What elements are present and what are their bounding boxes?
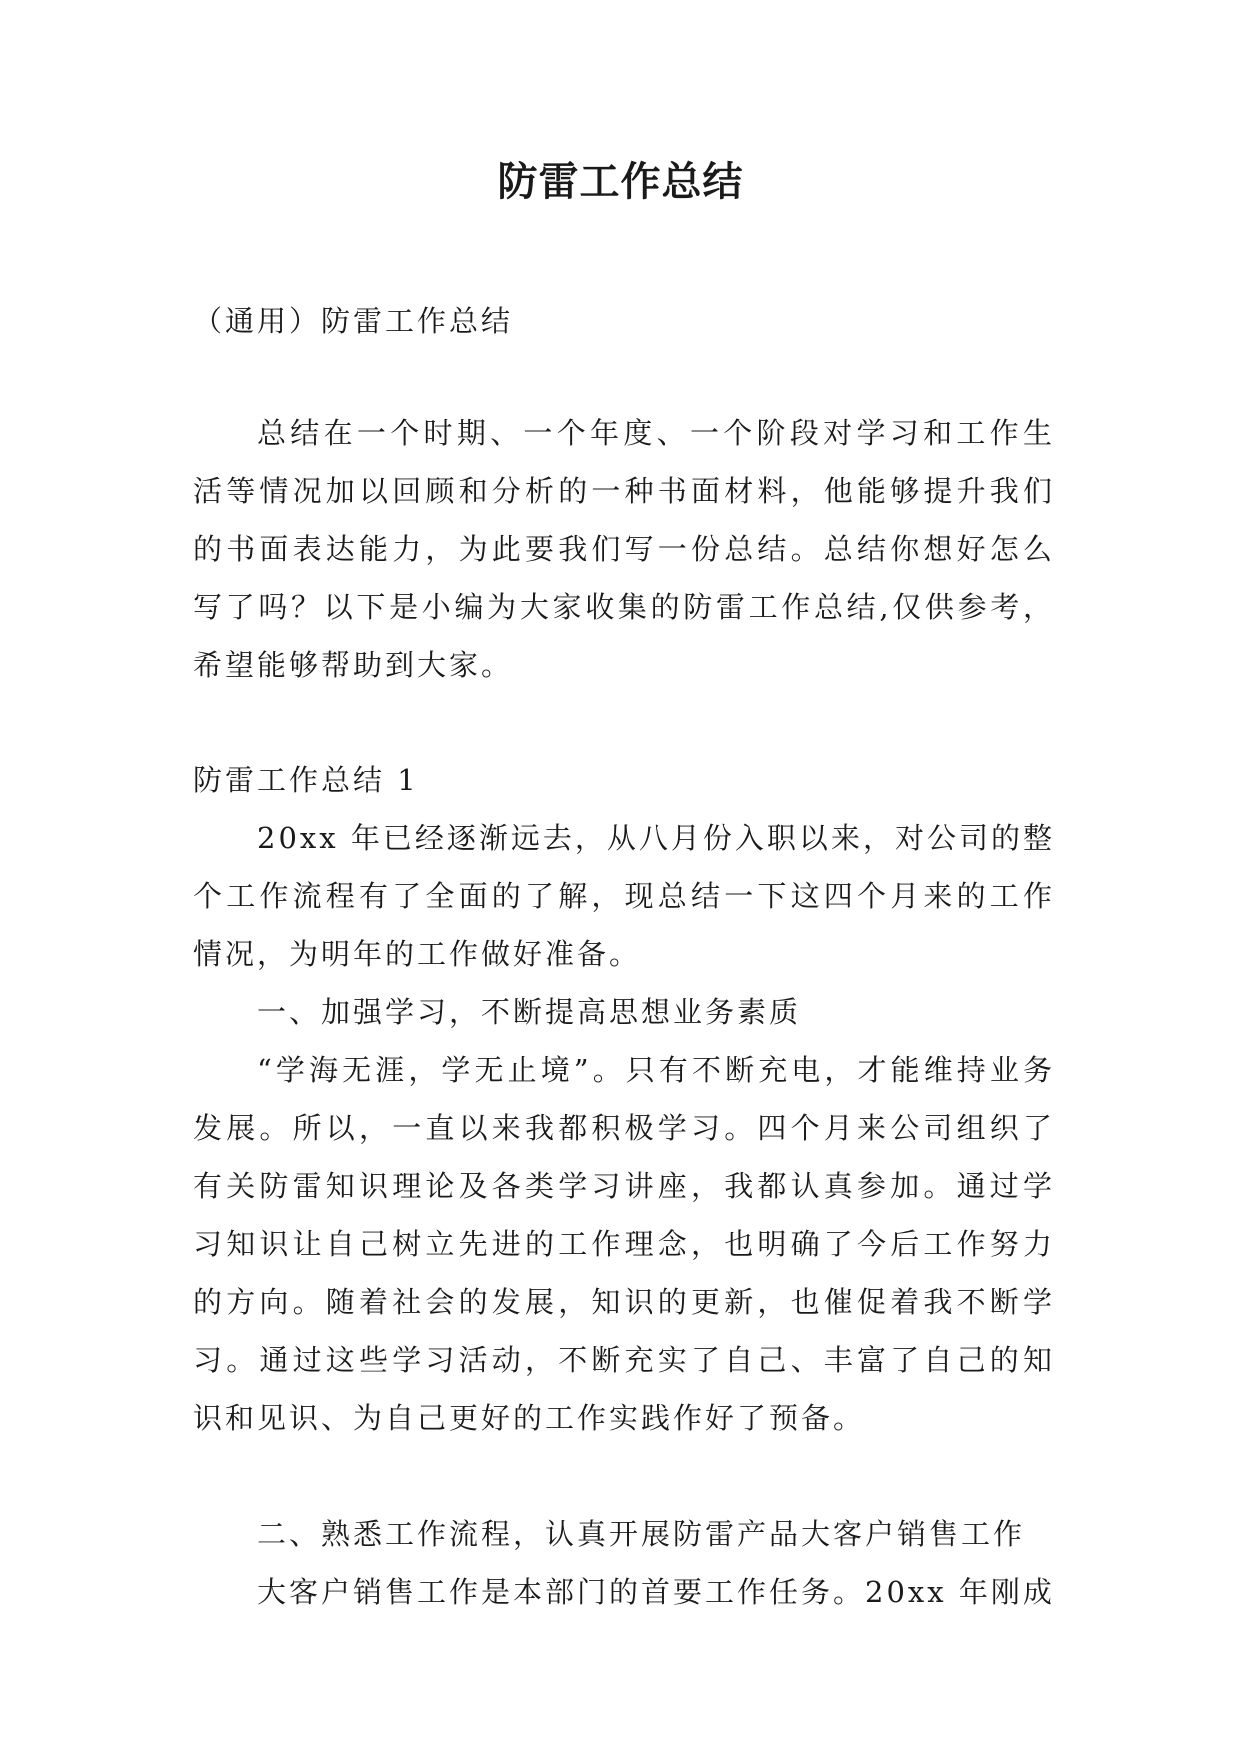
intro-paragraph: 总结在一个时期、一个年度、一个阶段对学习和工作生活等情况加以回顾和分析的一种书面材料，他能够提升我们的书面表达能力，为此要我们写一份总结。总结你想好怎么写了吗？以下是小编为大家收集的防雷工作总结,仅供参考，希望能够帮助到大家。 [193,416,1055,682]
document-title: 防雷工作总结 [497,158,744,205]
paragraph-3: 大客户销售工作是本部门的首要工作任务。20xx 年刚成 [257,1575,1055,1609]
heading-1: 一、加强学习，不断提高思想业务素质 [257,995,802,1029]
paragraph-1: 20xx 年已经逐渐远去，从八月份入职以来，对公司的整个工作流程有了全面的了解，现总结一下这四个月来的工作情况，为明年的工作做好准备。 [193,821,1055,971]
heading-2: 二、熟悉工作流程，认真开展防雷产品大客户销售工作 [257,1517,1026,1551]
paragraph-2: “学海无涯，学无止境”。只有不断充电，才能维持业务发展。所以，一直以来我都积极学习。四个月来公司组织了有关防雷知识理论及各类学习讲座，我都认真参加。通过学习知识让自己树立先进的工作理念，也明确了今后工作努力的方向。随着社会的发展，知识的更新，也催促着我不断学习。通过这些学习活动，不断充实了自己、丰富了自己的知识和见识、为自己更好的工作实践作好了预备。 [193,1053,1055,1435]
section-title: 防雷工作总结 1 [193,763,419,797]
document-subtitle: （通用）防雷工作总结 [193,304,514,338]
